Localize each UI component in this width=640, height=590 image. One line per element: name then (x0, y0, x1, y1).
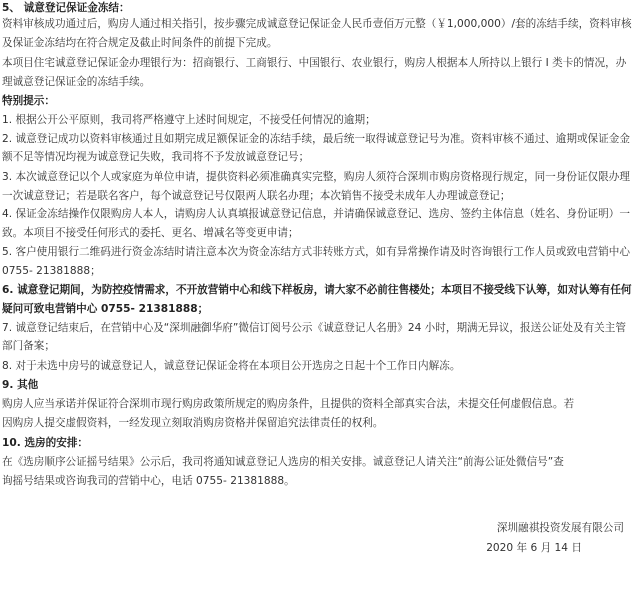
section-10-line2: 询摇号结果或咨询我司的营销中心，电话 0755- 21381888。 (2, 475, 295, 487)
section-10-heading: 10. 选房的安排： (2, 437, 89, 449)
special-notes-heading: 特别提示： (2, 95, 55, 107)
note-3-line2: 一次诚意登记；若是联名客户，每个诚意登记号仅限两人联名办理；本次销售不接受未成年人办理诚意登记； (2, 190, 511, 202)
note-4-line2: 致。本项目不接受任何形式的委托、更名、增减名等变更申请； (2, 227, 299, 239)
section-9-heading: 9. 其他 (2, 379, 39, 391)
note-2-line2: 额不足等情况均视为诚意登记失败，我司将不予发放诚意登记号； (2, 151, 310, 163)
section-5-para2-line2: 理诚意登记保证金的冻结手续。 (2, 76, 151, 88)
section-5-heading: 5、 诚意登记保证金冻结： (2, 2, 130, 14)
section-5-para1-line2: 及保证金冻结均在符合规定及截止时间条件的前提下完成。 (2, 37, 278, 49)
section-5-para1-line1: 资料审核成功通过后，购房人通过相关指引，按步骤完成诚意登记保证金人民币壹佰万元整（￥1,000,000）/套的冻结手续，资料审核 (2, 18, 632, 30)
section-10-line1: 在《选房顺序公证摇号结果》公示后，我司将通知诚意登记人选房的相关安排。诚意登记人请关注“前海公证处微信号”查 (2, 456, 564, 468)
note-8: 8. 对于未选中房号的诚意登记人，诚意登记保证金将在本项目公开选房之日起十个工作日内解冻。 (2, 360, 461, 372)
note-6-line1: 6. 诚意登记期间，为防控疫情需求，不开放营销中心和线下样板房，请大家不必前往售楼处；本项目不接受线下认筹，如对认筹有任何 (2, 284, 632, 296)
note-6-line2: 疑问可致电营销中心 0755- 21381888； (2, 303, 209, 315)
note-7-line1: 7. 诚意登记结束后，在营销中心及“深圳融御华府”微信订阅号公示《诚意登记人名册》24 小时，期满无异议，报送公证处及有关主管 (2, 322, 626, 334)
note-7-line2: 部门备案； (2, 340, 55, 352)
note-4-line1: 4. 保证金冻结操作仅限购房人本人，请购房人认真填报诚意登记信息，并请确保诚意登记、选房、签约主体信息（姓名、身份证明）一 (2, 208, 630, 220)
signature-date: 2020 年 6 月 14 日 (486, 542, 582, 554)
note-1: 1. 根据公开公平原则，我司将严格遵守上述时间规定，不接受任何情况的逾期； (2, 114, 376, 126)
note-2-line1: 2. 诚意登记成功以资料审核通过且如期完成足额保证金的冻结手续，最后统一取得诚意登记号为准。资料审核不通过、逾期或保证金金 (2, 133, 630, 145)
section-9-line2: 因购房人提交虚假资料，一经发现立刻取消购房资格并保留追究法律责任的权利。 (2, 417, 384, 429)
section-9-line1: 购房人应当承诺并保证符合深圳市现行购房政策所规定的购房条件，且提供的资料全部真实合法，未提交任何虚假信息。若 (2, 398, 575, 410)
section-5-para2-line1: 本项目住宅诚意登记保证金办理银行为：招商银行、工商银行、中国银行、农业银行，购房人根据本人所持以上银行 I 类卡的情况，办 (2, 57, 627, 69)
note-3-line1: 3. 本次诚意登记以个人或家庭为单位申请，提供资料必须准确真实完整，购房人须符合深圳市购房资格现行规定，同一身份证仅限办理 (2, 171, 630, 183)
note-5-line2: 0755- 21381888； (2, 265, 101, 277)
signature-company: 深圳融祺投资发展有限公司 (496, 522, 624, 534)
note-5-line1: 5. 客户使用银行二维码进行资金冻结时请注意本次为资金冻结方式非转账方式，如有异常操作请及时咨询银行工作人员或致电营销中心 (2, 246, 630, 258)
